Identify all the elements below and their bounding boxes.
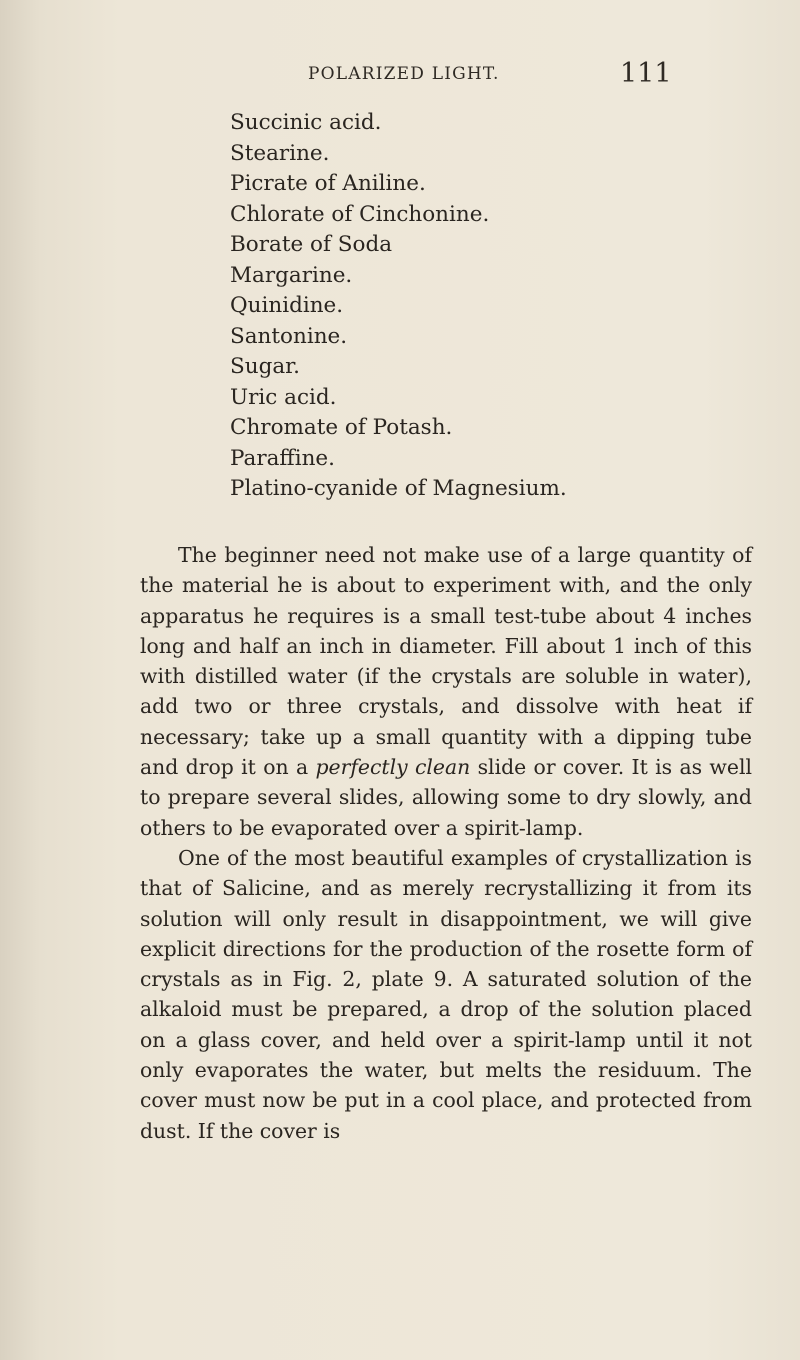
- list-item: Borate of Soda: [230, 232, 393, 257]
- paragraph-text: slide or cover. It is as well to prepare several slides, allowing some to dry slowly, and others to be evaporated over a spirit-lamp.: [140, 755, 752, 840]
- body-text: [140, 540, 752, 1146]
- page-number: 111: [620, 58, 672, 89]
- emphasis-text: perfectly clean: [315, 755, 471, 780]
- list-item: Chlorate of Cinchonine.: [230, 201, 490, 227]
- list-item: Sugar.: [230, 354, 300, 379]
- list-item: Platino-cyanide of Magnesium.: [230, 476, 567, 501]
- substance-list: [230, 108, 730, 505]
- list-item: Santonine.: [230, 323, 348, 349]
- list-item: Succinic acid.: [230, 110, 382, 135]
- paragraph-apparatus: [140, 540, 752, 843]
- list-item: Paraffine.: [230, 445, 335, 471]
- paragraph-text: The beginner need not make use of a large quantity of the material he is about to experiment with, and the only apparatus he requires is a small test-tube about 4 inches long and half an inch in diameter. Fill about 1 inch of this with distilled water (if the crystals are soluble in water), add two or three crystals, and dissolve with heat if necessary; take up a small quantity with a dipping tube and drop it on a: [140, 543, 752, 780]
- list-item: Stearine.: [230, 140, 330, 166]
- running-title: POLARIZED LIGHT.: [308, 64, 500, 84]
- list-item: Quinidine.: [230, 293, 344, 318]
- paragraph-salicine: One of the most beautiful examples of crystallization is that of Salicine, and as merely recrystallizing it from its solution will only result in disappointment, we will give explicit directions for the production of the rosette form of crystals as in Fig. 2, plate 9. A saturated solution of the alkaloid must be prepared, a drop of the solution placed on a glass cover, and held over a spirit-lamp until it not only evaporates the water, but melts the residuum. The cover must now be put in a cool place, and protected from dust. If the cover is: [140, 845, 752, 1143]
- running-head: [0, 58, 800, 98]
- list-item: Uric acid.: [230, 384, 337, 410]
- list-item: Margarine.: [230, 262, 353, 288]
- list-item: Picrate of Aniline.: [230, 171, 426, 196]
- list-item: Chromate of Potash.: [230, 415, 453, 440]
